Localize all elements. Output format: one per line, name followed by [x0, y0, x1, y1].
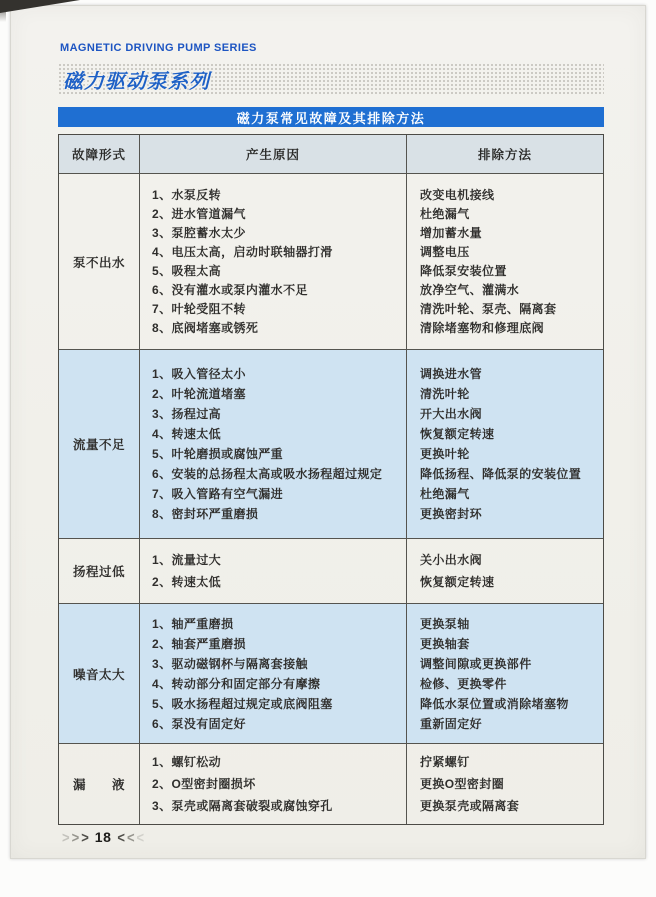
cause-line: 6、泵没有固定好 [152, 716, 246, 731]
remedy-line: 改变电机接线 [420, 187, 495, 202]
remedy-line: 关小出水阀 [420, 553, 483, 567]
cause-line: 7、吸入管路有空气漏进 [152, 487, 284, 501]
remedy-line: 调整电压 [420, 244, 470, 259]
cause-line: 7、叶轮受阻不转 [152, 301, 246, 316]
cause-line: 1、水泵反转 [152, 187, 222, 202]
table-row [59, 744, 603, 824]
remedy-line: 降低水泵位置或消除堵塞物 [420, 696, 569, 711]
page-number: 18 [94, 829, 112, 845]
cause-line: 1、轴严重磨损 [152, 616, 234, 631]
cause-line: 2、转速太低 [152, 575, 222, 589]
remedy-line: 清洗叶轮、泵壳、隔离套 [420, 301, 557, 316]
remedy-line: 更换轴套 [420, 636, 470, 651]
remedy-line: 降低泵安装位置 [420, 263, 507, 278]
cause-line: 3、泵腔蓄水太少 [152, 225, 246, 240]
series-title-chinese: 磁力驱动泵系列 [63, 70, 210, 93]
remedy-line: 恢复额定转速 [420, 427, 495, 441]
cause-line: 3、驱动磁钢杯与隔离套接触 [152, 656, 308, 671]
fault-cell: 漏 液 [59, 744, 140, 824]
footer-right-chevrons [116, 830, 145, 845]
cause-line: 8、底阀堵塞或锈死 [152, 320, 259, 335]
chevron-icon: < [136, 828, 145, 846]
dotted-title-band [58, 63, 604, 95]
table-body [59, 174, 603, 824]
remedies-cell [407, 604, 603, 743]
cause-line: 1、流量过大 [152, 553, 222, 567]
remedies-cell [407, 174, 603, 349]
remedy-line: 调整间隙或更换部件 [420, 656, 532, 671]
table-title-bar: 磁力泵常见故障及其排除方法 [58, 107, 604, 127]
remedy-line: 恢复额定转速 [420, 575, 495, 589]
cause-line: 2、叶轮流道堵塞 [152, 387, 246, 401]
remedies-cell [407, 350, 603, 538]
chevron-icon: > [71, 828, 80, 846]
footer-left-chevrons [61, 830, 90, 845]
cause-line: 6、没有灌水或泵内灌水不足 [152, 282, 308, 297]
fault-cell: 泵不出水 [59, 174, 140, 349]
remedy-line: 更换密封环 [420, 507, 483, 521]
page-footer [61, 828, 145, 846]
cause-line: 4、电压太高，启动时联轴器打滑 [152, 244, 333, 259]
cause-line: 2、轴套严重磨损 [152, 636, 246, 651]
cause-line: 5、叶轮磨损或腐蚀严重 [152, 447, 284, 461]
chevron-icon: > [62, 828, 70, 846]
fault-cell: 流量不足 [59, 350, 140, 538]
cause-line: 6、安装的总扬程太高或吸水扬程超过规定 [152, 467, 383, 481]
causes-cell [140, 174, 407, 349]
cause-line: 4、转动部分和固定部分有摩擦 [152, 676, 321, 691]
remedy-line: 清洗叶轮 [420, 387, 470, 401]
remedy-line: 增加蓄水量 [420, 225, 483, 240]
remedy-line: 清除堵塞物和修理底阀 [420, 320, 545, 335]
fault-cell: 扬程过低 [59, 539, 140, 603]
causes-cell [140, 744, 407, 824]
remedy-line: 开大出水阀 [420, 407, 483, 421]
table-row [59, 604, 603, 744]
remedy-line: 放净空气、灌满水 [420, 282, 520, 297]
cause-line: 8、密封环严重磨损 [152, 507, 259, 521]
remedy-line: 拧紧螺钉 [420, 755, 470, 769]
troubleshooting-table [58, 134, 604, 825]
cause-line: 5、吸程太高 [152, 263, 222, 278]
remedy-line: 杜绝漏气 [420, 206, 470, 221]
remedy-line: 检修、更换零件 [420, 676, 507, 691]
chevron-icon: < [117, 828, 125, 846]
remedies-cell [407, 744, 603, 824]
table-row [59, 174, 603, 350]
chevron-icon: > [81, 828, 89, 846]
remedy-line: 调换进水管 [420, 367, 483, 381]
cause-line: 1、吸入管径太小 [152, 367, 246, 381]
column-header-remedy: 排除方法 [477, 148, 532, 162]
column-header-fault-type: 故障形式 [59, 135, 140, 173]
table-header-row [59, 135, 603, 174]
chevron-icon: < [126, 828, 135, 846]
remedy-line: 更换叶轮 [420, 447, 470, 461]
cause-line: 4、转速太低 [152, 427, 222, 441]
table-row [59, 539, 603, 604]
scan-corner-artifact [0, 0, 80, 13]
cause-line: 3、泵壳或隔离套破裂或腐蚀穿孔 [152, 799, 333, 813]
causes-cell [140, 604, 407, 743]
remedy-line: 重新固定好 [420, 716, 483, 731]
causes-cell [140, 350, 407, 538]
cause-line: 1、螺钉松动 [152, 755, 222, 769]
remedy-line: 杜绝漏气 [420, 487, 470, 501]
remedy-line: 更换O型密封圈 [420, 777, 505, 791]
remedies-cell [407, 539, 603, 603]
fault-cell: 噪音太大 [59, 604, 140, 743]
remedy-line: 降低扬程、降低泵的安装位置 [420, 467, 582, 481]
cause-line: 5、吸水扬程超过规定或底阀阻塞 [152, 696, 333, 711]
causes-cell [140, 539, 407, 603]
table-row [59, 350, 603, 539]
cause-line: 3、扬程过高 [152, 407, 222, 421]
series-title-english: MAGNETIC DRIVING PUMP SERIES [60, 42, 257, 54]
remedy-line: 更换泵轴 [420, 616, 470, 631]
paper-sheet [10, 5, 646, 859]
remedy-line: 更换泵壳或隔离套 [420, 799, 520, 813]
cause-line: 2、进水管道漏气 [152, 206, 246, 221]
cause-line: 2、O型密封圈损坏 [152, 777, 256, 791]
column-header-cause: 产生原因 [140, 135, 407, 173]
